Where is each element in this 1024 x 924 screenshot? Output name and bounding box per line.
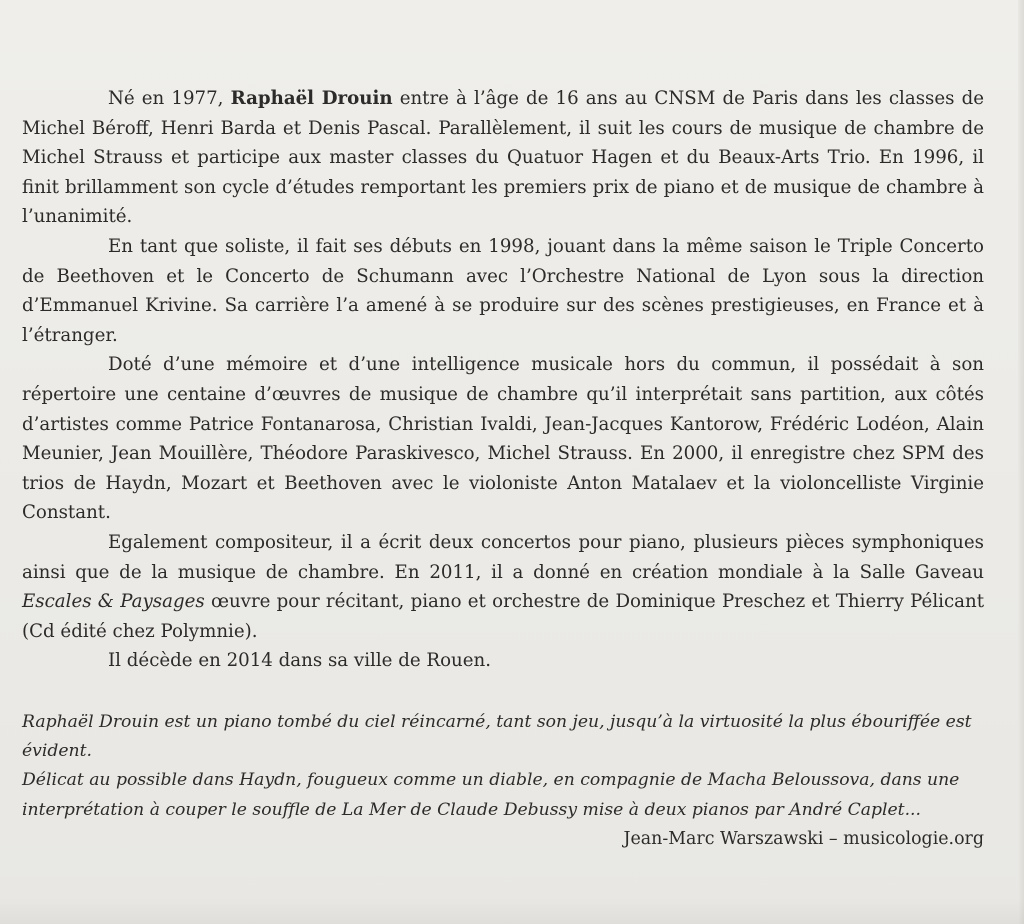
bio-p1-body: entre à l’âge de 16 ans au CNSM de Paris dans les classes de Michel Béroff, Henri Barda et Denis Pascal. Parallèlement, il suit les cours de musique de chambre de Michel Strauss et participe aux master classes du Quatuor Hagen et du Beaux-Arts Trio. En 1996, il finit brillamment son cycle d’études remportant les premiers prix de piano et de musique de chambre à l’unanimité.	[22, 88, 984, 228]
biography-text	[22, 84, 984, 676]
press-quote	[22, 708, 984, 854]
work-title: Escales & Paysages	[22, 591, 205, 613]
quote-line-1: Raphaël Drouin est un piano tombé du ciel réincarné, tant son jeu, jusqu’à la virtuosité la plus ébouriffée est évident.	[22, 712, 972, 762]
biography-paragraph-5: Il décède en 2014 dans sa ville de Rouen.	[108, 650, 491, 672]
biography-paragraph-2: En tant que soliste, il fait ses débuts en 1998, jouant dans la même saison le Triple Concerto de Beethoven et le Concerto de Schumann avec l’Orchestre National de Lyon sous la direction d’Emmanuel Krivine. Sa carrière l’a amené à se produire sur des scènes prestigieuses, en France et à l’étranger.	[22, 235, 984, 346]
quote-line-2: Délicat au possible dans Haydn, fougueux comme un diable, en compagnie de Macha Beloussova, dans une interprétation à couper le souffle de La Mer de Claude Debussy mise à deux pianos par André Caplet...	[22, 770, 960, 820]
biography-paragraph-1	[22, 84, 984, 232]
biography-paragraph-4	[22, 528, 984, 646]
artist-name: Raphaël Drouin	[230, 88, 393, 109]
bio-p1-intro: Né en 1977,	[108, 88, 231, 109]
biography-paragraph-3: Doté d’une mémoire et d’une intelligence musicale hors du commun, il possédait à son répertoire une centaine d’œuvres de musique de chambre qu’il interprétait sans partition, aux côtés d’artistes comme Patrice Fontanarosa, Christian Ivaldi, Jean-Jacques Kantorow, Frédéric Lodéon, Alain Meunier, Jean Mouillère, Théodore Paraskivesco, Michel Strauss. En 2000, il enregistre chez SPM des trios de Haydn, Mozart et Beethoven avec le violoniste Anton Matalaev et la violoncelliste Virginie Constant.	[22, 354, 984, 524]
bio-p4-intro: Egalement compositeur, il a écrit deux concertos pour piano, plusieurs pièces symphoniques ainsi que de la musique de chambre. En 2011, il a donné en création mondiale à la Salle Gaveau	[22, 531, 984, 583]
bio-p4-body: œuvre pour récitant, piano et orchestre de Dominique Preschez et Thierry Pélicant (Cd édité chez Polymnie).	[22, 591, 985, 642]
quote-attribution: Jean-Marc Warszawski – musicologie.org	[623, 828, 984, 849]
page-edge	[1018, 0, 1024, 924]
